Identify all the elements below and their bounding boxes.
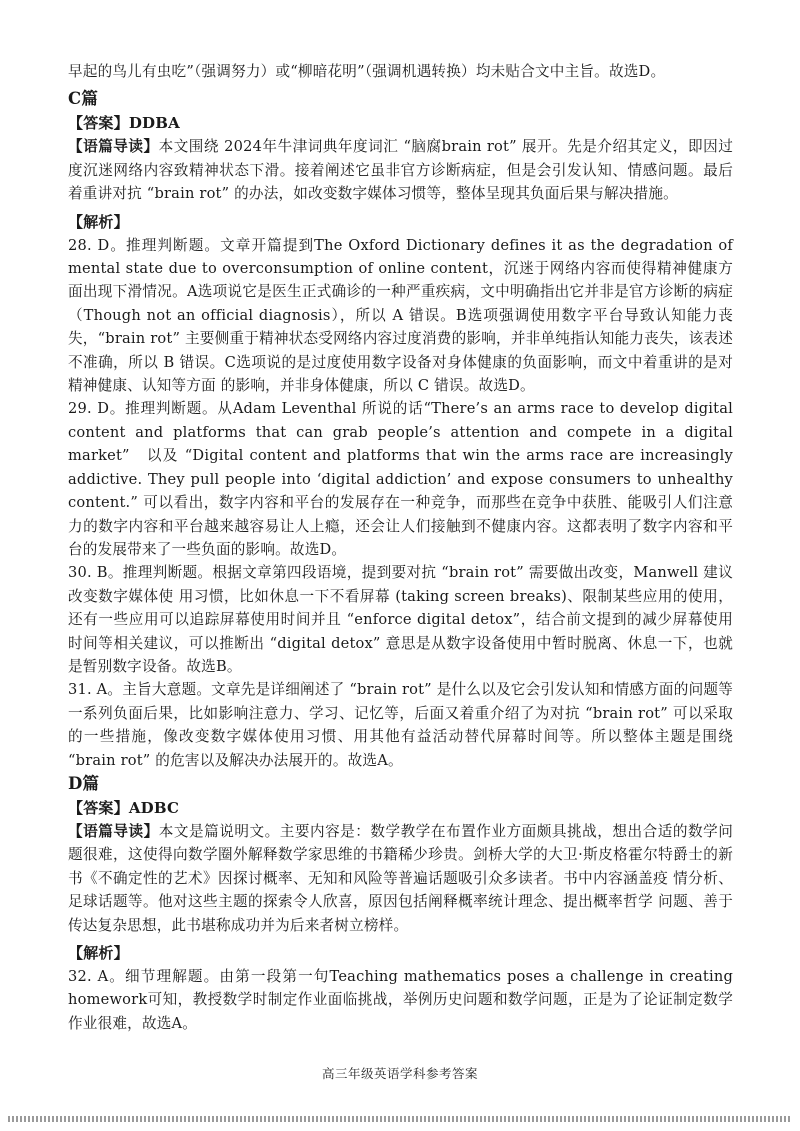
section-d-analysis-label: 【解析】 — [68, 944, 129, 962]
section-d-answer-label: 【答案】 — [68, 798, 129, 817]
analysis-item-30: 30. B。推理判断题。根据文章第四段语境，提到要对抗 “brain rot” 需要做出改变，Manwell 建议改变数字媒体使 用习惯，比如休息一下不看屏幕 (taking screen breaks)、限制某些应用的使用，还有一些应用可以追踪屏幕使用时间并且 “enforce digital detox”，结合前文提到的减少屏幕使用时间等相关建议，可以推断出 “digital detox” 意思是从数字设备使用中暂时脱离、休息一下，也就是暂别数字设备。故选B。 — [68, 564, 733, 675]
section-c-guide — [68, 135, 733, 205]
section-d-guide-text: 本文是篇说明文。主要内容是：数学教学在布置作业方面颇具挑战，想出合适的数学问题很难，这使得向数学圈外解释数学家思维的书籍稀少珍贵。剑桥大学的大卫·斯皮格霍尔特爵士的新书《不确定性的艺术》因探讨概率、无知和风险等普遍话题吸引众多读者。书中内容涵盖疫 情分析、足球话题等。他对这些主题的探索令人欣喜，原因包括阐释概率统计理念、提出概率哲学 问题、善于传达复杂思想，此书堪称成功并为后来者树立榜样。 — [68, 822, 734, 934]
analysis-item-31: 31. A。主旨大意题。文章先是详细阐述了 “brain rot” 是什么以及它会引发认知和情感方面的问题等一系列负面后果，比如影响注意力、学习、记忆等，后面又着重介绍了为对抗 “brain rot” 可以采取的一些措施，像改变数字媒体使用习惯、用其他有益活动替代屏幕时间等。所以整体主题是围绕 “brain rot” 的危害以及解决办法展开的。故选A。 — [68, 681, 733, 769]
page-footer: 高三年级英语学科参考答案 — [321, 1066, 478, 1081]
analysis-item-32: 32. A。细节理解题。由第一段第一句Teaching mathematics poses a challenge in creating homework可知，教授数学时制定作业面临挑战，举例历史问题和数学问题，正是为了论证制定数学作业很难，故选A。 — [68, 968, 733, 1032]
section-d-guide-label: 【语篇导读】 — [68, 822, 159, 840]
section-d-answer — [68, 796, 733, 820]
section-c-guide-label: 【语篇导读】 — [68, 138, 159, 156]
answer-key-content — [68, 60, 733, 1035]
bottom-dotted-rule — [8, 1116, 792, 1122]
previous-answer-tail: 早起的鸟儿有虫吃”（强调努力）或“柳暗花明”（强调机遇转换）均未贴合文中主旨。故选D。 — [68, 63, 666, 80]
section-c-answer-label: 【答案】 — [68, 114, 129, 133]
section-d-answer-value: ADBC — [128, 798, 180, 817]
section-c-title: C篇 — [68, 89, 99, 109]
analysis-item-29: 29. D。推理判断题。从Adam Leventhal 所说的话“There’s an arms race to develop digital content and platforms that can grab people’s attention and compete in a digital market” 以及 “Digital content and platforms that win the arms race are increasingly addictive. They pull people into ‘digital addiction’ and expose consumers to unhealthy content.” 可以看出，数字内容和平台的发展存在一种竞争，而那些在竞争中获胜、能吸引人们注意力的数字内容和平台越来越容易让人上瘾，还会让人们接触到不健康内容。这都表明了数字内容和平台的发展带来了一些负面的影响。故选D。 — [68, 400, 733, 558]
analysis-item-28: 28. D。推理判断题。文章开篇提到The Oxford Dictionary defines it as the degradation of mental state due to overconsumption of online content，沉迷于网络内容而使得精神健康方面出现下滑情况。A选项说它是医生正式确诊的一种严重疾病，文中明确指出它并非是官方诊断的病症（Though not an official diagnosis），所以 A 错误。B选项强调使用数字平台导致认知能力丧失，“brain rot” 主要侧重于精神状态受网络内容过度消费的影响，并非单纯指认知能力丧失，该表述不准确，所以 B 错误。C选项说的是过度使用数字设备对身体健康的负面影响，而文中着重讲的是对精神健康、认知等方面 的影响，并非身体健康，所以 C 错误。故选D。 — [68, 236, 733, 395]
section-c-analysis-label: 【解析】 — [68, 212, 129, 231]
section-c-answer-value: DDBA — [128, 114, 180, 133]
section-d-guide — [68, 820, 733, 937]
section-c-guide-text: 本文围绕 2024年牛津词典年度词汇 “脑腐brain rot” 展开。先是介绍其定义，即因过度沉迷网络内容致精神状态下滑。接着阐述它虽非官方诊断病症，但是会引发认知、情感问题。最后着重讲对抗 “brain rot” 的办法，如改变数字媒体习惯等，整体呈现其负面后果与解决措施。 — [68, 138, 733, 203]
section-d-title: D篇 — [68, 773, 100, 793]
section-c-answer — [68, 111, 733, 135]
